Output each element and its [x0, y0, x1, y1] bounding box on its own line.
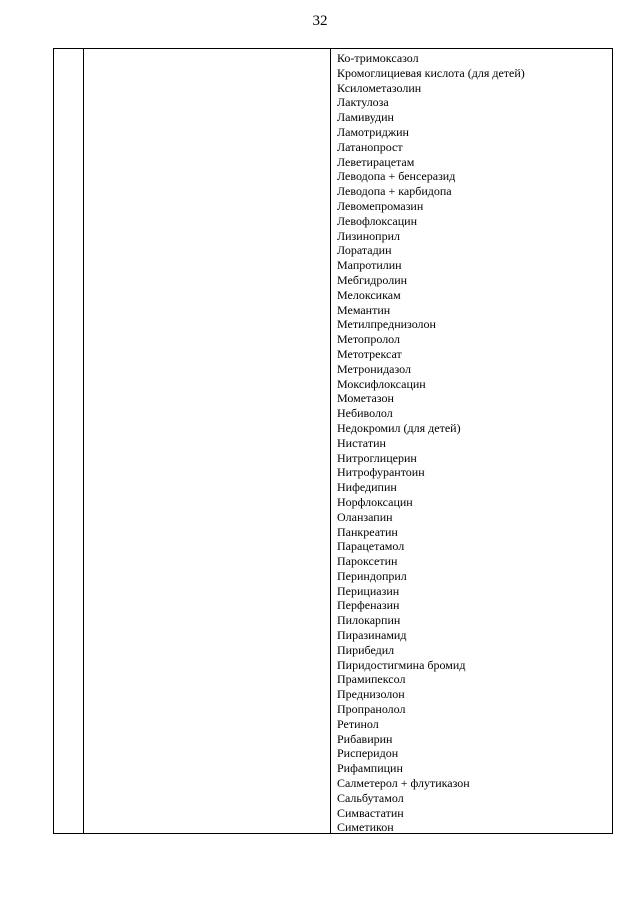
drug-list-item: Оланзапин: [337, 509, 393, 524]
drug-list-item: Ретинол: [337, 716, 379, 731]
drug-list-item: Пирибедил: [337, 642, 395, 657]
drug-list-item: Левофлоксацин: [337, 213, 418, 228]
drug-list-item: Мемантин: [337, 302, 391, 317]
drug-list-item: Парацетамол: [337, 539, 405, 554]
drug-list-item: Лоратадин: [337, 243, 392, 258]
drug-list-item: Пароксетин: [337, 554, 398, 569]
drug-list-item: Пиразинамид: [337, 628, 407, 643]
drug-list-item: Симвастатин: [337, 805, 404, 820]
drug-list-item: Леветирацетам: [337, 154, 415, 169]
drug-list-item: Мометазон: [337, 391, 394, 406]
column-divider-1: [83, 49, 84, 833]
drug-list-item: Небиволол: [337, 406, 393, 421]
drug-list-item: Ко-тримоксазол: [337, 51, 419, 65]
drug-list-item: Метилпреднизолон: [337, 317, 436, 332]
drug-list-item: Перициазин: [337, 583, 400, 598]
drug-list-item: Рибавирин: [337, 731, 393, 746]
drug-list-item: Периндоприл: [337, 568, 407, 583]
drug-list-item: Ксилометазолин: [337, 80, 422, 95]
drug-list-item: Латанопрост: [337, 139, 403, 154]
drug-list-item: Нитрофурантоин: [337, 465, 425, 480]
drug-list-item: Прамипексол: [337, 672, 406, 687]
page-number: 32: [312, 13, 328, 29]
drug-list-item: Ламивудин: [337, 110, 394, 125]
drug-list: [337, 51, 608, 835]
drug-list-item: Метотрексат: [337, 346, 402, 361]
drug-list-item: Мапротилин: [337, 258, 402, 273]
drug-list-item: Пиридостигмина бромид: [337, 657, 466, 672]
drug-table: [53, 48, 613, 834]
drug-list-item: Моксифлоксацин: [337, 376, 426, 391]
drug-list-item: Норфлоксацин: [337, 494, 413, 509]
drug-list-item: Лизиноприл: [337, 228, 400, 243]
drug-list-item: Пилокарпин: [337, 613, 401, 628]
drug-list-item: Симетикон: [337, 820, 394, 835]
drug-list-item: Мелоксикам: [337, 287, 401, 302]
drug-list-item: Перфеназин: [337, 598, 400, 613]
drug-list-item: Нифедипин: [337, 480, 397, 495]
drug-list-item: Мебгидролин: [337, 272, 408, 287]
drug-list-item: Метронидазол: [337, 361, 412, 376]
drug-list-item: Преднизолон: [337, 687, 405, 702]
drug-list-item: Леводопа + бенсеразид: [337, 169, 456, 184]
column-divider-2: [330, 49, 331, 833]
drug-list-item: Лактулоза: [337, 95, 389, 110]
drug-list-item: Леводопа + карбидопа: [337, 184, 452, 199]
drug-list-item: Салметерол + флутиказон: [337, 776, 470, 791]
drug-list-item: Рифампицин: [337, 761, 403, 776]
drug-list-item: Пропранолол: [337, 702, 406, 717]
drug-list-item: Нистатин: [337, 435, 386, 450]
drug-list-item: Рисперидон: [337, 746, 399, 761]
drug-list-item: Левомепромазин: [337, 198, 424, 213]
drug-list-item: Нитроглицерин: [337, 450, 417, 465]
drug-list-item: Ламотриджин: [337, 124, 409, 139]
drug-list-item: Кромоглициевая кислота (для детей): [337, 65, 525, 80]
drug-list-item: Недокромил (для детей): [337, 420, 461, 435]
drug-list-item: Сальбутамол: [337, 790, 404, 805]
drug-list-item: Метопролол: [337, 332, 401, 347]
drug-list-item: Панкреатин: [337, 524, 398, 539]
